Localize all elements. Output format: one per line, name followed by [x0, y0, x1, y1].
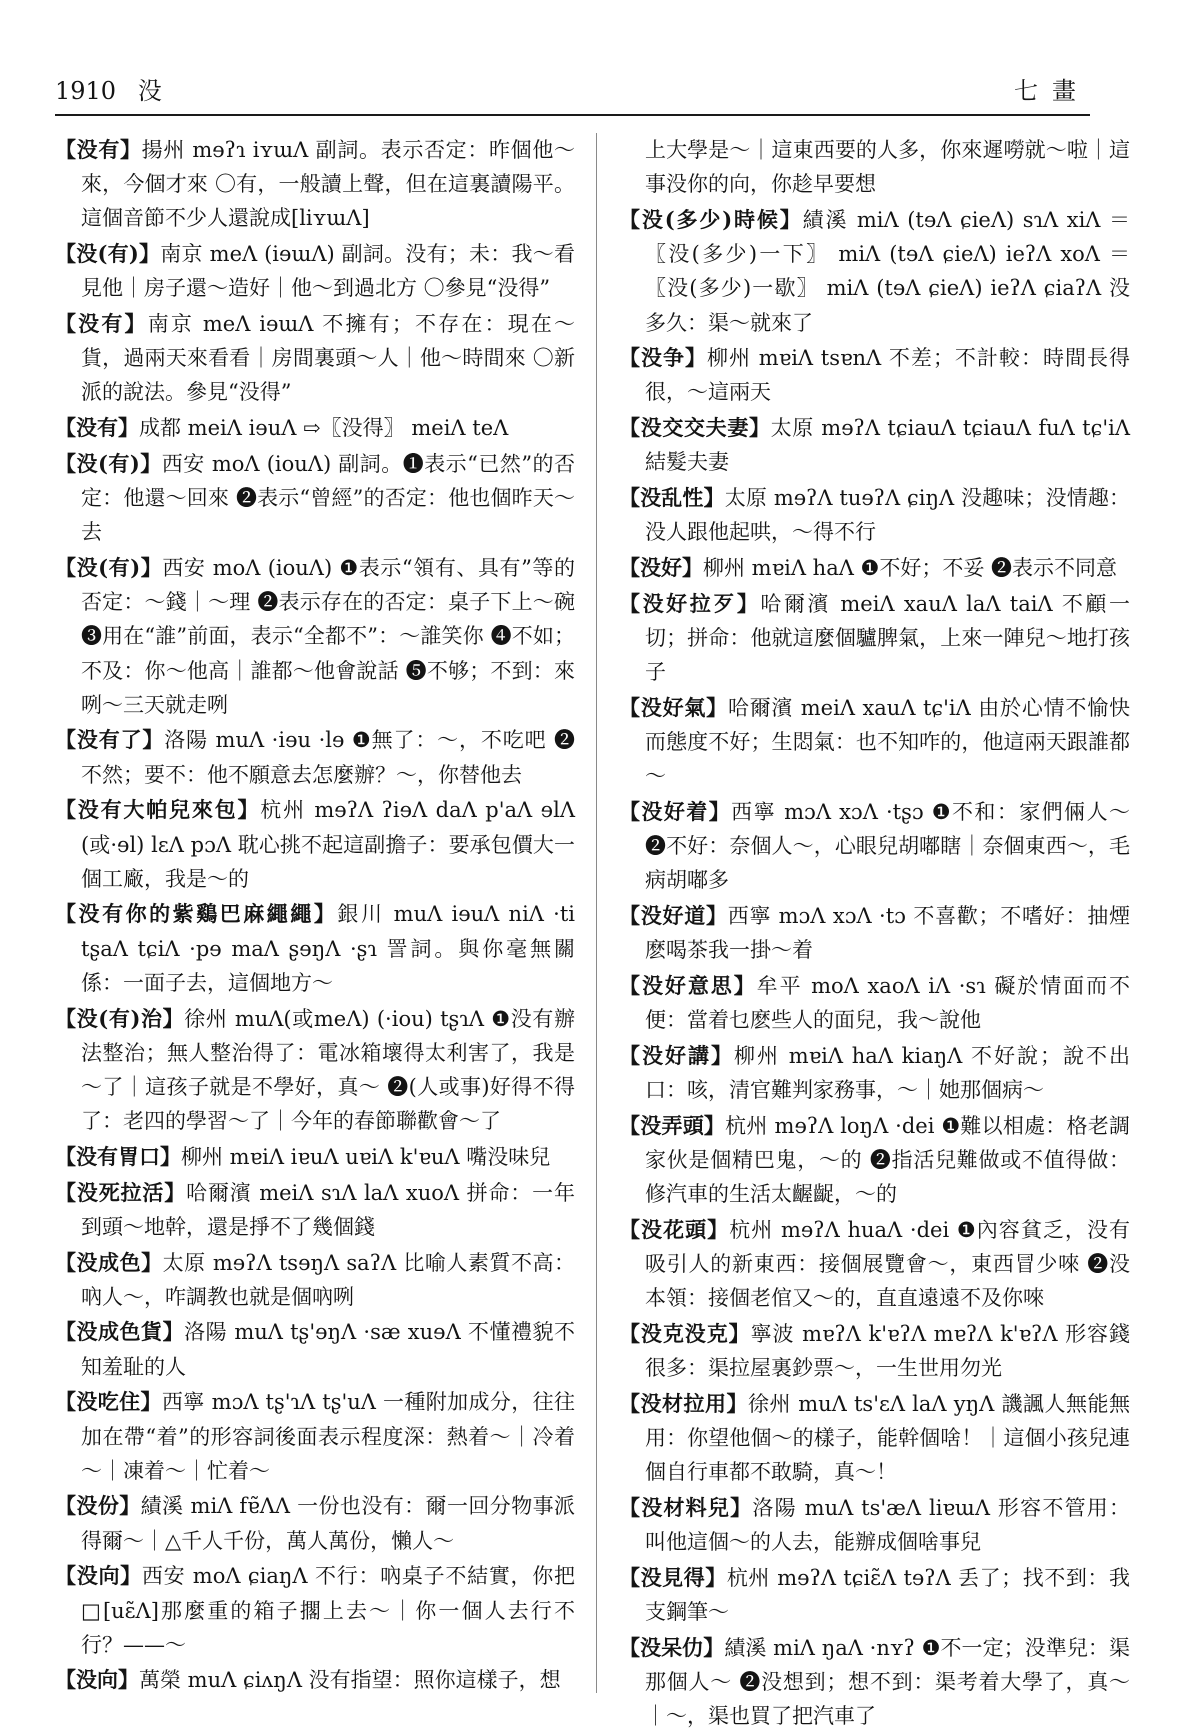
dictionary-entry: [55, 1246, 575, 1314]
entry-headword: 【没好道】: [619, 902, 728, 928]
entry-headword: 【没争】: [619, 345, 708, 371]
entry-definition: 萬榮 muɅ ɕiʌŋɅ 没有指望：照你這樣子，想: [139, 1668, 561, 1693]
entry-headword: 【没(有)】: [55, 554, 163, 580]
entry-definition: 成都 meiɅ iɘuɅ ⇨〖没得〗 meiɅ teɅ: [139, 416, 509, 441]
entry-definition: 績溪 miɅ fɐ̃ɅɅ 一份也没有：爾一回分物事派得爾～｜△千人千份，萬人萬份，懶人～: [81, 1494, 576, 1553]
entry-definition: 太原 mɘʔɅ tsɘŋɅ saʔɅ 比喻人素質不高：吶人～，咋調教也就是個吶咧: [81, 1250, 575, 1309]
dictionary-entry: [55, 1559, 575, 1662]
entry-headword: 【没(有)】: [55, 241, 161, 267]
entry-headword: 【没好氣】: [619, 694, 728, 720]
entry-headword: 【没向】: [55, 1563, 142, 1589]
entry-definition: 杭州 mɘʔɅ tɕiɛ̃Ʌ tɘʔɅ 丢了；找不到：我支鋼筆～: [645, 1565, 1131, 1625]
dictionary-entry: [55, 237, 575, 305]
entry-definition: 牟平 moɅ xaoɅ iɅ ·sɿ 礙於情面而不便：當着乜麽些人的面兒，我～說他: [645, 973, 1131, 1033]
dictionary-entry: [619, 1491, 1130, 1559]
entry-headword: 【没份】: [55, 1493, 141, 1519]
entry-definition: 徐州 muɅ ts'ɛɅ laɅ yŋɅ 譏諷人無能無用：你望他個～的樣子，能幹個啥！｜這個小孩兒連個自行車都不敢騎，真～！: [645, 1391, 1130, 1485]
dictionary-entry: [55, 1489, 575, 1557]
entry-definition: 哈爾濱 meiɅ sɿɅ laɅ xuoɅ 拼命：一年到頭～地幹，還是掙不了幾個錢: [81, 1180, 575, 1239]
entry-definition: 哈爾濱 meiɅ xauɅ tɕ'iɅ 由於心情不愉快而態度不好；生悶氣：也不知咋的，他這兩天跟誰都～: [645, 695, 1130, 789]
entry-headword: 【没(有)】: [55, 450, 162, 476]
entry-headword: 【没好】: [619, 554, 703, 580]
dictionary-entry: [619, 203, 1130, 340]
entry-definition: 績溪 miɅ (tɘɅ ɕieɅ) sɿɅ xiɅ ＝〖没(多少)一下〗 miɅ (tɘɅ ɕieɅ) ieʔɅ xoɅ ＝〖没(多少)一歇〗 miɅ (tɘɅ ɕieɅ) ieʔɅ ɕiaʔɅ 没多久：渠～就來了: [645, 207, 1130, 335]
dictionary-entry: [55, 1663, 575, 1697]
right-column: [619, 133, 1131, 1729]
section-label: 七畫: [1014, 77, 1090, 105]
dictionary-entry: [619, 1631, 1130, 1733]
entry-definition: 杭州 mɘʔɅ huaɅ ·dei ❶內容貧乏，没有吸引人的新東西：接個展覽會～，東西冒少唻 ❷没本領：接個老倌又～的，直直遠遠不及你唻: [645, 1217, 1131, 1311]
entry-headword: 【没成色貨】: [55, 1319, 185, 1345]
entry-headword: 【没有】: [55, 137, 142, 162]
entry-headword: 【没呆仂】: [619, 1634, 725, 1660]
header-left: [55, 71, 162, 106]
dictionary-entry: [55, 1176, 575, 1244]
dictionary-entry: [619, 551, 1130, 585]
dictionary-entry: [619, 411, 1130, 479]
entry-headword: 【没有】: [55, 311, 148, 337]
entry-headword: 【没(多少)時候】: [619, 206, 803, 232]
entry-headword: 【没有你的紫鷄巴麻繩繩】: [55, 901, 338, 927]
entry-headword: 【没成色】: [55, 1249, 163, 1275]
dictionary-entry: [55, 447, 575, 550]
entry-definition: 西安 moɅ ɕiaŋɅ 不行：吶桌子不結實，你把□[uɛ̃Ʌ]那麼重的箱子擱上去～｜你一個人去行不行？——～: [81, 1564, 576, 1657]
entry-headword: 【没有了】: [55, 727, 165, 753]
entry-definition: 銀川 muɅ iɘuɅ niɅ ·ti tʂaɅ tɕiɅ ·pɘ maɅ ʂɘŋɅ ·ʂɿ 詈詞。與你毫無關係：一面子去，這個地方～: [81, 902, 575, 995]
entry-definition: 太原 mɘʔɅ tuɘʔɅ ɕiŋɅ 没趣味；没情趣：没人跟他起哄，～得不行: [645, 486, 1131, 545]
entry-headword: 【没有大帕兒來包】: [55, 797, 261, 823]
dictionary-entry: [619, 1317, 1130, 1385]
dictionary-entry: [619, 133, 1130, 201]
entry-headword: 【没好着】: [619, 798, 732, 824]
entry-definition: 洛陽 muɅ tʂ'ɘŋɅ ·sæ xuɘɅ 不懂禮貌不知羞耻的人: [81, 1320, 575, 1379]
entry-definition: 南京 meɅ iɘɯɅ 不擁有；不存在：現在～貨，過兩天來看看｜房間裏頭～人｜他～時間來 〇新派的說法。參見“没得”: [81, 312, 575, 405]
entry-definition: 南京 meɅ (iɘɯɅ) 副詞。没有；未：我～看見他｜房子還～造好｜他～到過北方 〇參見“没得”: [81, 242, 575, 301]
dictionary-entry: [55, 793, 575, 896]
dictionary-entry: [55, 1315, 575, 1383]
dictionary-entry: [619, 1039, 1130, 1107]
entry-definition: 洛陽 muɅ ·iɘu ·lɘ ❶無了：～，不吃吧 ❷不然；要不：他不願意去怎麼辦？～，你替他去: [81, 728, 576, 787]
entry-definition: 哈爾濱 meiɅ xauɅ laɅ taiɅ 不顧一切；拼命：他就這麼個驢脾氣，上來一陣兒～地打孩子: [645, 591, 1131, 685]
entry-headword: 【没材料兒】: [619, 1494, 753, 1520]
entry-headword: 【没乱性】: [619, 485, 725, 511]
entry-definition: 西寧 mɔɅ xɔɅ ·tɔ 不喜歡；不嗜好：抽煙麽喝茶我一掛～着: [645, 903, 1130, 963]
dictionary-entry: [619, 341, 1130, 409]
entry-definition: 柳州 mɐiɅ haɅ kiaŋɅ 不好說；說不出口：咳，清官難判家務事，～｜她那個病～: [645, 1043, 1131, 1102]
entry-headword: 【没材拉用】: [619, 1390, 749, 1416]
entry-definition: 杭州 mɘʔɅ loŋɅ ·dei ❶難以相處：格老調家伙是個精巴鬼，～的 ❷指活兒難做或不值得做：修汽車的生活太齷齪，～的: [645, 1113, 1130, 1207]
entry-headword: 【没死拉活】: [55, 1179, 187, 1205]
dictionary-entry: [619, 691, 1130, 794]
entry-definition: 徐州 muɅ(或meɅ) (·iou) tʂɿɅ ❶没有辦法整治；無人整治得了：電冰箱壞得太利害了，我是～了｜這孩子就是不學好，真～ ❷(人或事)好得不得了：老四的學習～了｜今年的春節聯歡會～了: [81, 1006, 576, 1134]
entry-headword: 【没向】: [55, 1667, 139, 1693]
entry-headword: 【没好拉歹】: [619, 590, 761, 616]
entry-definition: 杭州 mɘʔɅ ʔiɘɅ daɅ p'aɅ ɘlɅ (或·ɘl) lɛɅ pɔɅ 耽心挑不起這副擔子：要承包價大一個工廠，我是～的: [81, 798, 575, 891]
entry-definition: 太原 mɘʔɅ tɕiauɅ tɕiauɅ fuɅ tɕ'iɅ 結髮夫妻: [645, 416, 1130, 475]
entry-headword: 【没交交夫妻】: [619, 415, 771, 441]
entry-definition: 西寧 mɔɅ xɔɅ ·tʂɔ ❶不和：家們倆人～ ❷不好：奈個人～，心眼兒胡嘟瞎｜奈個東西～，毛病胡嘟多: [645, 799, 1131, 893]
entry-headword: 【没吃住】: [55, 1389, 162, 1415]
entry-definition: 揚州 mɘʔɿ iʏɯɅ 副詞。表示否定：昨個他～來，今個才來 〇有，一般讀上聲，但在這裏讀陽平。這個音節不少人還說成[liʏɯɅ]: [81, 138, 576, 231]
entry-headword: 【没好講】: [619, 1042, 735, 1068]
dictionary-entry: [55, 897, 575, 1000]
column-divider: [596, 133, 597, 1693]
entry-definition: 西安 moɅ (iouɅ) ❶表示“領有、具有”等的否定：～錢｜～理 ❷表示存在的否定：桌子下上～碗 ❸用在“誰”前面，表示“全都不”：～誰笑你 ❹不如；不及：你～他高｜誰都～他會說話 ❺不够；不到：來咧～三天就走咧: [81, 555, 576, 717]
entry-definition: 洛陽 muɅ ts'æɅ liɐɯɅ 形容不管用：叫他這個～的人去，能辦成個啥事兒: [645, 1495, 1131, 1555]
entry-headword: 【没見得】: [619, 1564, 727, 1590]
dictionary-entry: [55, 411, 575, 445]
header-headword: 没: [137, 77, 162, 105]
dictionary-entry: [619, 1213, 1130, 1316]
dictionary-entry: [619, 1109, 1130, 1212]
dictionary-entry: [55, 1002, 575, 1139]
dictionary-entry: [619, 1387, 1130, 1490]
entry-definition: 柳州 mɐiɅ iɐuɅ uɐiɅ k'ɐuɅ 嘴没味兒: [181, 1144, 551, 1169]
entry-definition: 績溪 miɅ ŋaɅ ·nʏʔ ❶不一定；没準兒：渠那個人～ ❷没想到；想不到：渠考着大學了，真～｜～，渠也買了把汽車了: [645, 1635, 1130, 1729]
entry-headword: 【没有】: [55, 415, 139, 441]
dictionary-entry: [55, 1140, 575, 1174]
page-number: 1910: [55, 77, 117, 105]
dictionary-entry: [55, 723, 575, 791]
dictionary-entry: [619, 481, 1130, 549]
dictionary-entry: [619, 587, 1130, 690]
page-header: [55, 70, 1090, 116]
entry-headword: 【没克没克】: [619, 1320, 751, 1346]
entry-headword: 【没花頭】: [619, 1216, 730, 1242]
entry-headword: 【没有胃口】: [55, 1143, 181, 1169]
dictionary-entry: [619, 899, 1130, 967]
entry-definition: 上大學是～｜這東西要的人多，你來遲嘮就～啦｜這事没你的向，你趁早要想: [645, 138, 1130, 197]
left-column: [55, 133, 575, 1693]
entry-definition: 柳州 mɐiɅ tsɐnɅ 不差；不計較：時間長得很，～這兩天: [645, 346, 1130, 405]
entry-headword: 【没好意思】: [619, 972, 757, 998]
entry-definition: 柳州 mɐiɅ haɅ ❶不好；不妥 ❷表示不同意: [703, 555, 1118, 580]
entry-definition: 寧波 mɐʔɅ k'ɐʔɅ mɐʔɅ k'ɐʔɅ 形容錢很多：渠拉屋裏鈔票～，一生世用勿光: [645, 1321, 1130, 1381]
dictionary-entry: [55, 307, 575, 410]
entry-definition: 西安 moɅ (iouɅ) 副詞。❶表示“已然”的否定：他還～回來 ❷表示“曾經”的否定：他也個昨天～去: [81, 451, 576, 545]
dictionary-entry: [55, 551, 575, 722]
dictionary-entry: [619, 795, 1130, 898]
entry-definition: 西寧 mɔɅ tʂ'ɿɅ tʂ'uɅ 一種附加成分，往往加在帶“着”的形容詞後面表示程度深：熱着～｜冷着～｜凍着～｜忙着～: [81, 1390, 575, 1483]
entry-headword: 【没弄頭】: [619, 1112, 726, 1138]
entry-headword: 【没(有)治】: [55, 1005, 185, 1031]
dictionary-entry: [619, 969, 1130, 1037]
dictionary-entry: [55, 133, 575, 236]
dictionary-entry: [619, 1561, 1130, 1629]
dictionary-entry: [55, 1385, 575, 1488]
